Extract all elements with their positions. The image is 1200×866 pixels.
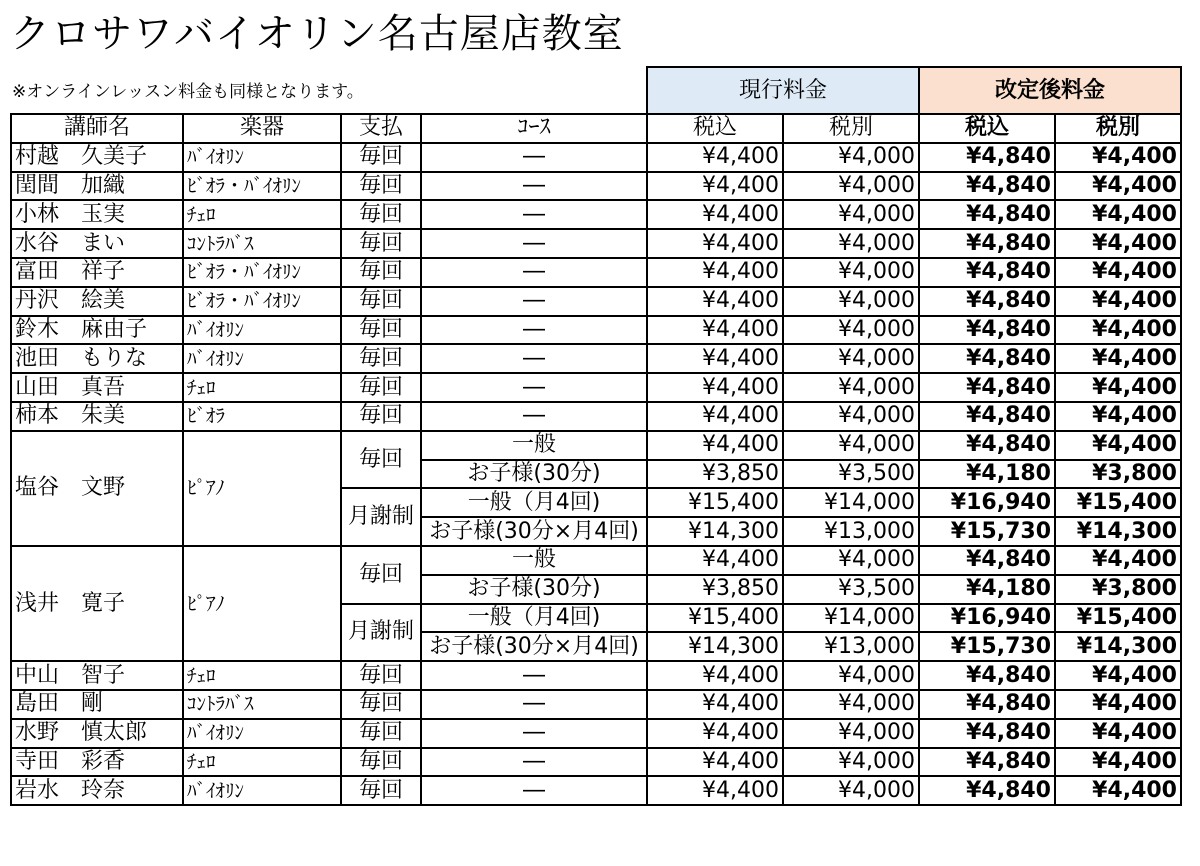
revised-price-tax-included: ¥4,840 — [919, 690, 1055, 719]
table-row — [11, 258, 1181, 287]
current-price-tax-included: ¥3,850 — [647, 460, 783, 489]
teacher-name: 柿本 朱美 — [11, 402, 183, 431]
current-price-tax-included: ¥4,400 — [647, 316, 783, 345]
teacher-name: 村越 久美子 — [11, 143, 183, 172]
current-price-tax-excluded: ¥4,000 — [783, 316, 919, 345]
course: ― — [421, 258, 647, 287]
revised-price-tax-included: ¥4,840 — [919, 776, 1055, 805]
current-price-tax-included: ¥4,400 — [647, 344, 783, 373]
teacher-name: 中山 智子 — [11, 661, 183, 690]
current-price-tax-excluded: ¥14,000 — [783, 604, 919, 633]
instrument: ﾁｪﾛ — [183, 748, 341, 777]
teacher-name: 塩谷 文野 — [11, 431, 183, 546]
course: ― — [421, 143, 647, 172]
revised-price-tax-excluded: ¥3,800 — [1055, 460, 1181, 489]
course: ― — [421, 402, 647, 431]
revised-price-tax-excluded: ¥15,400 — [1055, 604, 1181, 633]
course: 一般 — [421, 546, 647, 575]
current-price-tax-excluded: ¥4,000 — [783, 776, 919, 805]
table-row — [11, 661, 1181, 690]
instrument: ﾊﾞｲｵﾘﾝ — [183, 344, 341, 373]
instrument: ﾊﾞｲｵﾘﾝ — [183, 143, 341, 172]
teacher-name: 島田 剛 — [11, 690, 183, 719]
revised-price-tax-excluded: ¥4,400 — [1055, 719, 1181, 748]
revised-price-tax-included: ¥4,180 — [919, 575, 1055, 604]
revised-price-tax-excluded: ¥4,400 — [1055, 431, 1181, 460]
course: ― — [421, 344, 647, 373]
instrument: ﾋﾞｵﾗ・ﾊﾞｲｵﾘﾝ — [183, 172, 341, 201]
table-row — [11, 431, 1181, 460]
instrument: ﾁｪﾛ — [183, 661, 341, 690]
column-header-row — [11, 114, 1181, 143]
current-price-tax-included: ¥4,400 — [647, 776, 783, 805]
instrument: ﾋﾟｱﾉ — [183, 431, 341, 546]
current-price-tax-excluded: ¥13,000 — [783, 632, 919, 661]
current-price-tax-included: ¥4,400 — [647, 402, 783, 431]
teacher-name: 山田 真吾 — [11, 373, 183, 402]
current-price-tax-included: ¥4,400 — [647, 287, 783, 316]
table-row — [11, 172, 1181, 201]
online-lesson-note: ※オンラインレッスン料金も同様となります。 — [12, 82, 364, 102]
teacher-name: 池田 もりな — [11, 344, 183, 373]
course: ― — [421, 287, 647, 316]
teacher-name: 富田 祥子 — [11, 258, 183, 287]
course: ― — [421, 200, 647, 229]
header-course: ｺｰｽ — [421, 114, 647, 143]
revised-price-tax-included: ¥4,840 — [919, 748, 1055, 777]
revised-price-tax-included: ¥4,840 — [919, 431, 1055, 460]
payment-type: 毎回 — [341, 402, 421, 431]
current-price-tax-included: ¥4,400 — [647, 748, 783, 777]
course: 一般（月4回) — [421, 604, 647, 633]
revised-price-tax-excluded: ¥15,400 — [1055, 488, 1181, 517]
course: ― — [421, 316, 647, 345]
revised-price-tax-excluded: ¥4,400 — [1055, 373, 1181, 402]
table-row — [11, 546, 1181, 575]
current-price-tax-excluded: ¥4,000 — [783, 200, 919, 229]
current-price-tax-excluded: ¥4,000 — [783, 546, 919, 575]
revised-price-tax-excluded: ¥4,400 — [1055, 172, 1181, 201]
revised-price-tax-included: ¥4,840 — [919, 373, 1055, 402]
current-price-tax-excluded: ¥4,000 — [783, 344, 919, 373]
current-price-tax-excluded: ¥4,000 — [783, 172, 919, 201]
teacher-name: 水野 慎太郎 — [11, 719, 183, 748]
header-current-tax-included: 税込 — [647, 114, 783, 143]
instrument: ﾁｪﾛ — [183, 200, 341, 229]
course: お子様(30分) — [421, 575, 647, 604]
current-price-tax-excluded: ¥4,000 — [783, 229, 919, 258]
price-table — [10, 66, 1182, 806]
current-price-tax-excluded: ¥4,000 — [783, 748, 919, 777]
revised-price-tax-included: ¥4,180 — [919, 460, 1055, 489]
payment-type: 毎回 — [341, 748, 421, 777]
current-price-tax-included: ¥14,300 — [647, 632, 783, 661]
payment-type: 毎回 — [341, 661, 421, 690]
revised-price-tax-excluded: ¥4,400 — [1055, 229, 1181, 258]
current-price-tax-included: ¥4,400 — [647, 690, 783, 719]
payment-type: 毎回 — [341, 546, 421, 604]
current-price-tax-included: ¥4,400 — [647, 229, 783, 258]
current-price-tax-excluded: ¥4,000 — [783, 373, 919, 402]
current-price-tax-excluded: ¥4,000 — [783, 258, 919, 287]
table-row — [11, 229, 1181, 258]
current-price-tax-excluded: ¥14,000 — [783, 488, 919, 517]
teacher-name: 閏間 加織 — [11, 172, 183, 201]
revised-price-tax-included: ¥4,840 — [919, 546, 1055, 575]
course: ― — [421, 776, 647, 805]
revised-price-tax-included: ¥16,940 — [919, 604, 1055, 633]
table-row — [11, 748, 1181, 777]
current-price-tax-included: ¥4,400 — [647, 258, 783, 287]
revised-price-tax-excluded: ¥4,400 — [1055, 287, 1181, 316]
instrument: ﾁｪﾛ — [183, 373, 341, 402]
payment-type: 毎回 — [341, 344, 421, 373]
instrument: ﾋﾞｵﾗ — [183, 402, 341, 431]
table-row — [11, 719, 1181, 748]
revised-price-tax-excluded: ¥4,400 — [1055, 690, 1181, 719]
revised-price-group-header: 改定後料金 — [919, 67, 1181, 114]
current-price-tax-included: ¥3,850 — [647, 575, 783, 604]
payment-type: 毎回 — [341, 431, 421, 489]
current-price-tax-excluded: ¥4,000 — [783, 402, 919, 431]
instrument: ﾋﾞｵﾗ・ﾊﾞｲｵﾘﾝ — [183, 258, 341, 287]
revised-price-tax-included: ¥4,840 — [919, 661, 1055, 690]
payment-type: 毎回 — [341, 143, 421, 172]
current-price-tax-included: ¥4,400 — [647, 719, 783, 748]
instrument: ﾊﾞｲｵﾘﾝ — [183, 316, 341, 345]
current-price-tax-excluded: ¥4,000 — [783, 690, 919, 719]
payment-type: 毎回 — [341, 316, 421, 345]
teacher-name: 丹沢 絵美 — [11, 287, 183, 316]
payment-type: 毎回 — [341, 172, 421, 201]
revised-price-tax-included: ¥16,940 — [919, 488, 1055, 517]
revised-price-tax-excluded: ¥14,300 — [1055, 632, 1181, 661]
course: 一般（月4回) — [421, 488, 647, 517]
note-cell — [11, 67, 647, 114]
table-row — [11, 200, 1181, 229]
revised-price-tax-excluded: ¥4,400 — [1055, 143, 1181, 172]
current-price-tax-included: ¥4,400 — [647, 172, 783, 201]
revised-price-tax-excluded: ¥4,400 — [1055, 748, 1181, 777]
revised-price-tax-included: ¥4,840 — [919, 200, 1055, 229]
course: ― — [421, 690, 647, 719]
revised-price-tax-included: ¥4,840 — [919, 402, 1055, 431]
table-row — [11, 287, 1181, 316]
current-price-tax-excluded: ¥4,000 — [783, 719, 919, 748]
revised-price-tax-excluded: ¥4,400 — [1055, 546, 1181, 575]
teacher-name: 水谷 まい — [11, 229, 183, 258]
revised-price-tax-included: ¥4,840 — [919, 344, 1055, 373]
course: ― — [421, 373, 647, 402]
course: お子様(30分×月4回) — [421, 517, 647, 546]
teacher-name: 鈴木 麻由子 — [11, 316, 183, 345]
revised-price-tax-excluded: ¥3,800 — [1055, 575, 1181, 604]
table-row — [11, 373, 1181, 402]
current-price-tax-included: ¥4,400 — [647, 661, 783, 690]
table-row — [11, 143, 1181, 172]
revised-price-tax-included: ¥15,730 — [919, 517, 1055, 546]
table-row — [11, 316, 1181, 345]
payment-type: 毎回 — [341, 287, 421, 316]
current-price-tax-included: ¥4,400 — [647, 431, 783, 460]
revised-price-tax-excluded: ¥4,400 — [1055, 402, 1181, 431]
revised-price-tax-excluded: ¥4,400 — [1055, 258, 1181, 287]
table-row — [11, 344, 1181, 373]
revised-price-tax-included: ¥4,840 — [919, 719, 1055, 748]
revised-price-tax-included: ¥4,840 — [919, 229, 1055, 258]
teacher-name: 岩水 玲奈 — [11, 776, 183, 805]
header-revised-tax-excluded: 税別 — [1055, 114, 1181, 143]
course: お子様(30分×月4回) — [421, 632, 647, 661]
revised-price-tax-included: ¥15,730 — [919, 632, 1055, 661]
course: お子様(30分) — [421, 460, 647, 489]
instrument: ﾋﾟｱﾉ — [183, 546, 341, 661]
header-teacher: 講師名 — [11, 114, 183, 143]
payment-type: 毎回 — [341, 690, 421, 719]
header-revised-tax-included: 税込 — [919, 114, 1055, 143]
current-price-tax-included: ¥15,400 — [647, 604, 783, 633]
instrument: ﾊﾞｲｵﾘﾝ — [183, 719, 341, 748]
current-price-tax-excluded: ¥3,500 — [783, 575, 919, 604]
course: ― — [421, 748, 647, 777]
revised-price-tax-excluded: ¥4,400 — [1055, 776, 1181, 805]
teacher-name: 寺田 彩香 — [11, 748, 183, 777]
current-price-tax-included: ¥15,400 — [647, 488, 783, 517]
revised-price-tax-included: ¥4,840 — [919, 172, 1055, 201]
revised-price-tax-included: ¥4,840 — [919, 258, 1055, 287]
table-row — [11, 402, 1181, 431]
instrument: ｺﾝﾄﾗﾊﾞｽ — [183, 229, 341, 258]
course: ― — [421, 229, 647, 258]
table-row — [11, 690, 1181, 719]
current-price-tax-excluded: ¥13,000 — [783, 517, 919, 546]
teacher-name: 小林 玉実 — [11, 200, 183, 229]
current-price-tax-excluded: ¥4,000 — [783, 287, 919, 316]
header-current-tax-excluded: 税別 — [783, 114, 919, 143]
revised-price-tax-included: ¥4,840 — [919, 316, 1055, 345]
payment-type: 毎回 — [341, 719, 421, 748]
payment-type: 月謝制 — [341, 604, 421, 662]
revised-price-tax-included: ¥4,840 — [919, 287, 1055, 316]
header-instrument: 楽器 — [183, 114, 341, 143]
revised-price-tax-excluded: ¥14,300 — [1055, 517, 1181, 546]
header-payment: 支払 — [341, 114, 421, 143]
table-row — [11, 776, 1181, 805]
group-header-row — [11, 67, 1181, 114]
current-price-tax-excluded: ¥3,500 — [783, 460, 919, 489]
instrument: ｺﾝﾄﾗﾊﾞｽ — [183, 690, 341, 719]
current-price-tax-included: ¥14,300 — [647, 517, 783, 546]
course: ― — [421, 719, 647, 748]
revised-price-tax-excluded: ¥4,400 — [1055, 344, 1181, 373]
revised-price-tax-excluded: ¥4,400 — [1055, 316, 1181, 345]
payment-type: 月謝制 — [341, 488, 421, 546]
current-price-tax-included: ¥4,400 — [647, 200, 783, 229]
instrument: ﾊﾞｲｵﾘﾝ — [183, 776, 341, 805]
teacher-name: 浅井 寛子 — [11, 546, 183, 661]
payment-type: 毎回 — [341, 229, 421, 258]
payment-type: 毎回 — [341, 373, 421, 402]
current-price-tax-excluded: ¥4,000 — [783, 661, 919, 690]
instrument: ﾋﾞｵﾗ・ﾊﾞｲｵﾘﾝ — [183, 287, 341, 316]
payment-type: 毎回 — [341, 776, 421, 805]
page-title: クロサワバイオリン名古屋店教室 — [10, 11, 624, 57]
current-price-tax-included: ¥4,400 — [647, 373, 783, 402]
current-price-group-header: 現行料金 — [647, 67, 919, 114]
revised-price-tax-excluded: ¥4,400 — [1055, 200, 1181, 229]
current-price-tax-excluded: ¥4,000 — [783, 431, 919, 460]
course: ― — [421, 172, 647, 201]
current-price-tax-excluded: ¥4,000 — [783, 143, 919, 172]
course: ― — [421, 661, 647, 690]
revised-price-tax-included: ¥4,840 — [919, 143, 1055, 172]
payment-type: 毎回 — [341, 200, 421, 229]
payment-type: 毎回 — [341, 258, 421, 287]
revised-price-tax-excluded: ¥4,400 — [1055, 661, 1181, 690]
course: 一般 — [421, 431, 647, 460]
current-price-tax-included: ¥4,400 — [647, 546, 783, 575]
current-price-tax-included: ¥4,400 — [647, 143, 783, 172]
